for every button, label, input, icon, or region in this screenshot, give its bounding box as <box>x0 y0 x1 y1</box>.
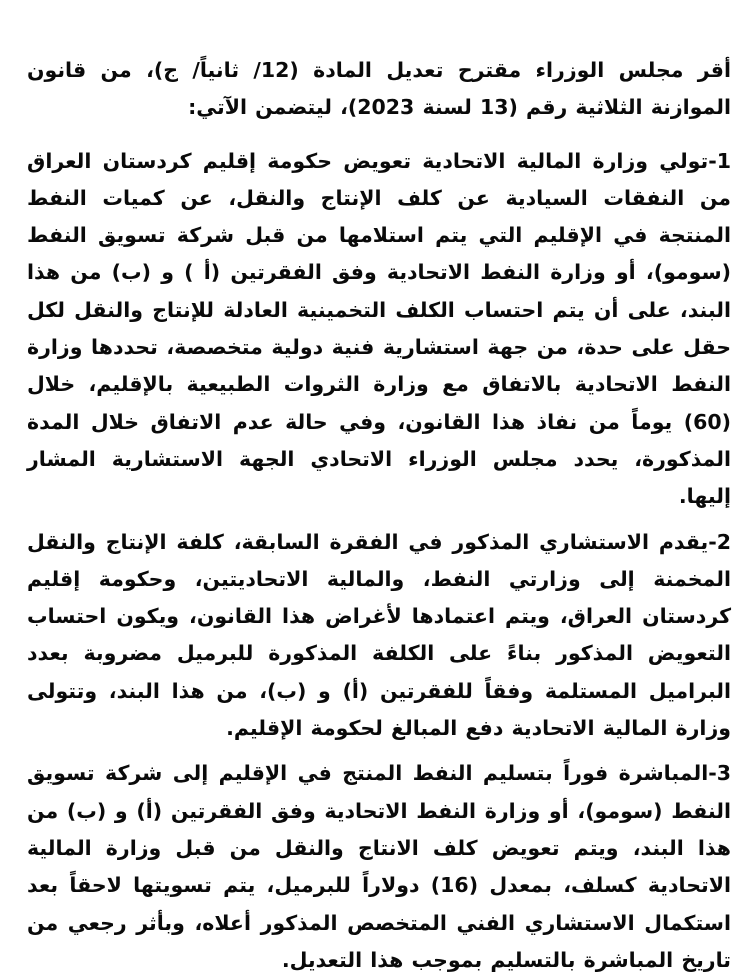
clause-paragraph-3: 3-المباشرة فوراً بتسليم النفط المنتج في الإقليم إلى شركة تسويق النفط (سومو)، أو وزارة النفط الاتحادية وفق الفقرتين (أ) و (ب) من هذا البند، ويتم تعويض كلف الانتاج والنقل من قبل وزارة المالية الاتحادية كسلف، بمعدل (16) دولاراً للبرميل، يتم تسويتها لاحقاً بعد استكمال الاستشاري الفني المتخصص المذكور أعلاه، وبأثر رجعي من تاريخ المباشرة بالتسليم بموجب هذا التعديل. <box>27 761 731 972</box>
clause-paragraph-1: 1-تولي وزارة المالية الاتحادية تعويض حكومة إقليم كردستان العراق من النفقات السيادية عن كلف الإنتاج والنقل، عن كميات النفط المنتجة في الإقليم التي يتم استلامها من قبل شركة تسويق النفط (سومو)، أو وزارة النفط الاتحادية وفق الفقرتين (أ ) و (ب) من هذا البند، على أن يتم احتساب الكلف التخمينية العادلة للإنتاج والنقل لكل حقل على حدة، من جهة استشارية فنية دولية متخصصة، تحددها وزارة النفط الاتحادية بالاتفاق مع وزارة الثروات الطبيعية بالإقليم، خلال (60) يوماً من نفاذ هذا القانون، وفي حالة عدم الاتفاق خلال المدة المذكورة، يحدد مجلس الوزراء الاتحادي الجهة الاستشارية المشار إليها. <box>27 148 731 509</box>
intro-paragraph: أقر مجلس الوزراء مقترح تعديل المادة (12/ ثانياً/ ج)، من قانون الموازنة الثلاثية رقم (13 لسنة 2023)، ليتضمن الآتي: <box>27 58 731 120</box>
clause-paragraph-2: 2-يقدم الاستشاري المذكور في الفقرة السابقة، كلفة الإنتاج والنقل المخمنة إلى وزارتي النفط، والمالية الاتحاديتين، وحكومة إقليم كردستان العراق، ويتم اعتمادها لأغراض هذا القانون، ويكون احتساب التعويض المذكور بناءً على الكلفة المذكورة للبرميل مضروبة بعدد البراميل المستلمة وفقاً للفقرتين (أ) و (ب)، من هذا البند، وتتولى وزارة المالية الاتحادية دفع المبالغ لحكومة الإقليم. <box>27 529 731 741</box>
